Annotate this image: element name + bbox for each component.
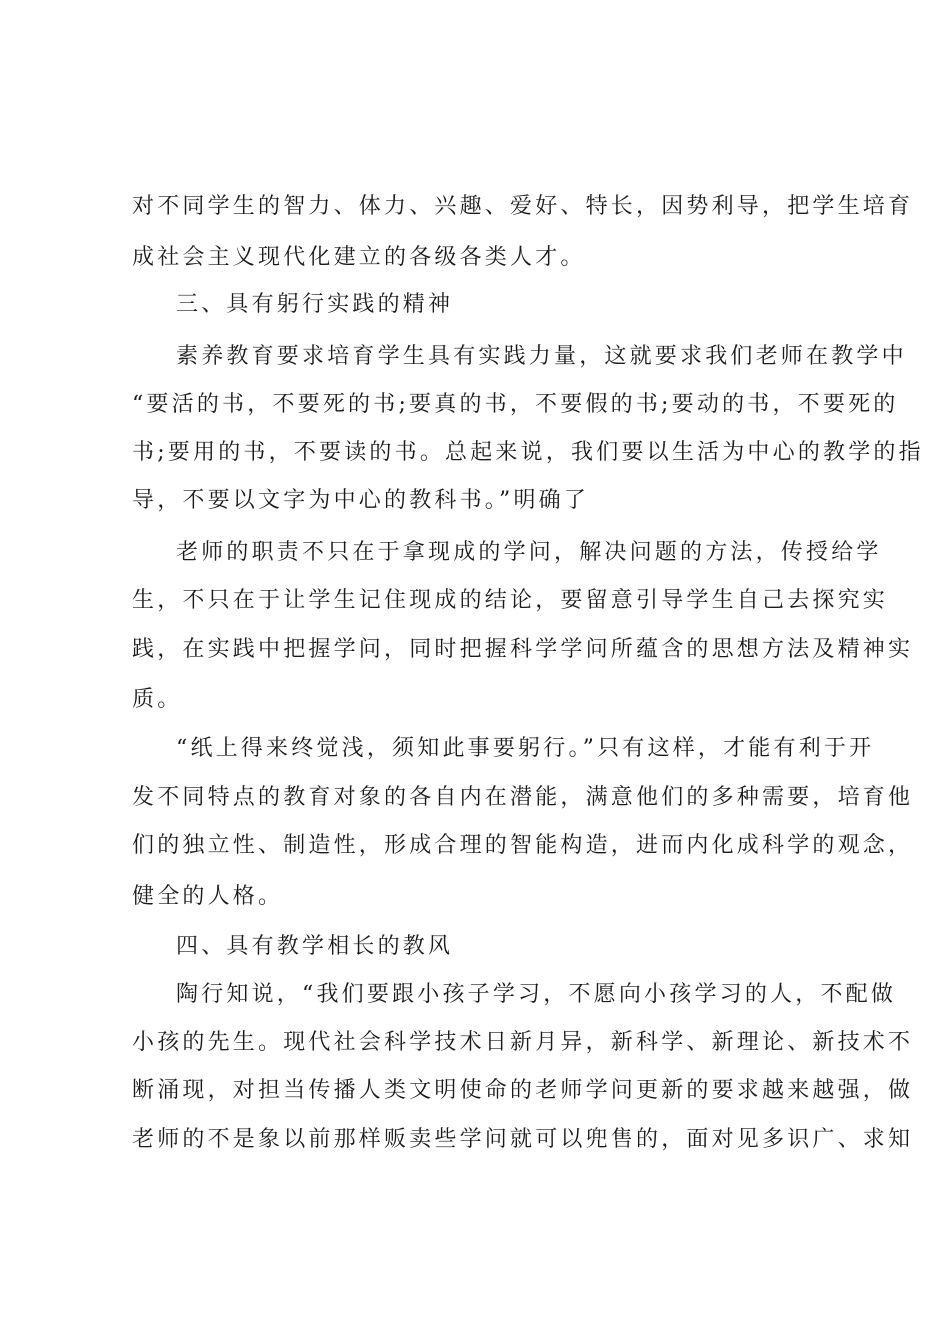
paragraph-line: 素养教育要求培育学生具有实践力量，这就要求我们老师在教学中: [176, 344, 907, 369]
paragraph-line: 对不同学生的智力、体力、兴趣、爱好、特长，因势利导，把学生培育: [132, 194, 914, 219]
paragraph-line: 断涌现，对担当传播人类文明使命的老师学问更新的要求越来越强，做: [132, 1078, 914, 1103]
paragraph-line: 成社会主义现代化建立的各级各类人才。: [132, 245, 586, 270]
paragraph-line: 质。: [132, 687, 183, 712]
paragraph-line: “纸上得来终觉浅，须知此事要躬行。”只有这样，才能有利于开: [176, 736, 875, 761]
paragraph-line: 书;要用的书，不要读的书。总起来说，我们要以生活为中心的教学的指: [132, 440, 924, 465]
paragraph-line: 老师的职责不只在于拿现成的学问，解决问题的方法，传授给学: [176, 540, 882, 565]
paragraph-line: 们的独立性、制造性，形成合理的智能构造，进而内化成科学的观念，: [132, 833, 914, 858]
paragraph-line: 陶行知说，“我们要跟小孩子学习，不愿向小孩学习的人，不配做: [176, 982, 897, 1007]
section-heading: 三、具有躬行实践的精神: [176, 292, 454, 317]
paragraph-line: 践，在实践中把握学问，同时把握科学学问所蕴含的思想方法及精神实: [132, 637, 914, 662]
paragraph-line: 健全的人格。: [132, 884, 284, 909]
paragraph-line: 小孩的先生。现代社会科学技术日新月异，新科学、新理论、新技术不: [132, 1030, 914, 1055]
paragraph-line: “要活的书，不要死的书;要真的书，不要假的书;要动的书，不要死的: [132, 392, 899, 417]
paragraph-line: 生，不只在于让学生记住现成的结论，要留意引导学生自己去探究实: [132, 588, 889, 613]
section-heading: 四、具有教学相长的教风: [176, 934, 454, 959]
paragraph-line: 老师的不是象以前那样贩卖些学问就可以兜售的，面对见多识广、求知: [132, 1127, 914, 1152]
paragraph-line: 导，不要以文字为中心的教科书。”明确了: [132, 488, 590, 513]
paragraph-line: 发不同特点的教育对象的各自内在潜能，满意他们的多种需要，培育他: [132, 785, 914, 810]
